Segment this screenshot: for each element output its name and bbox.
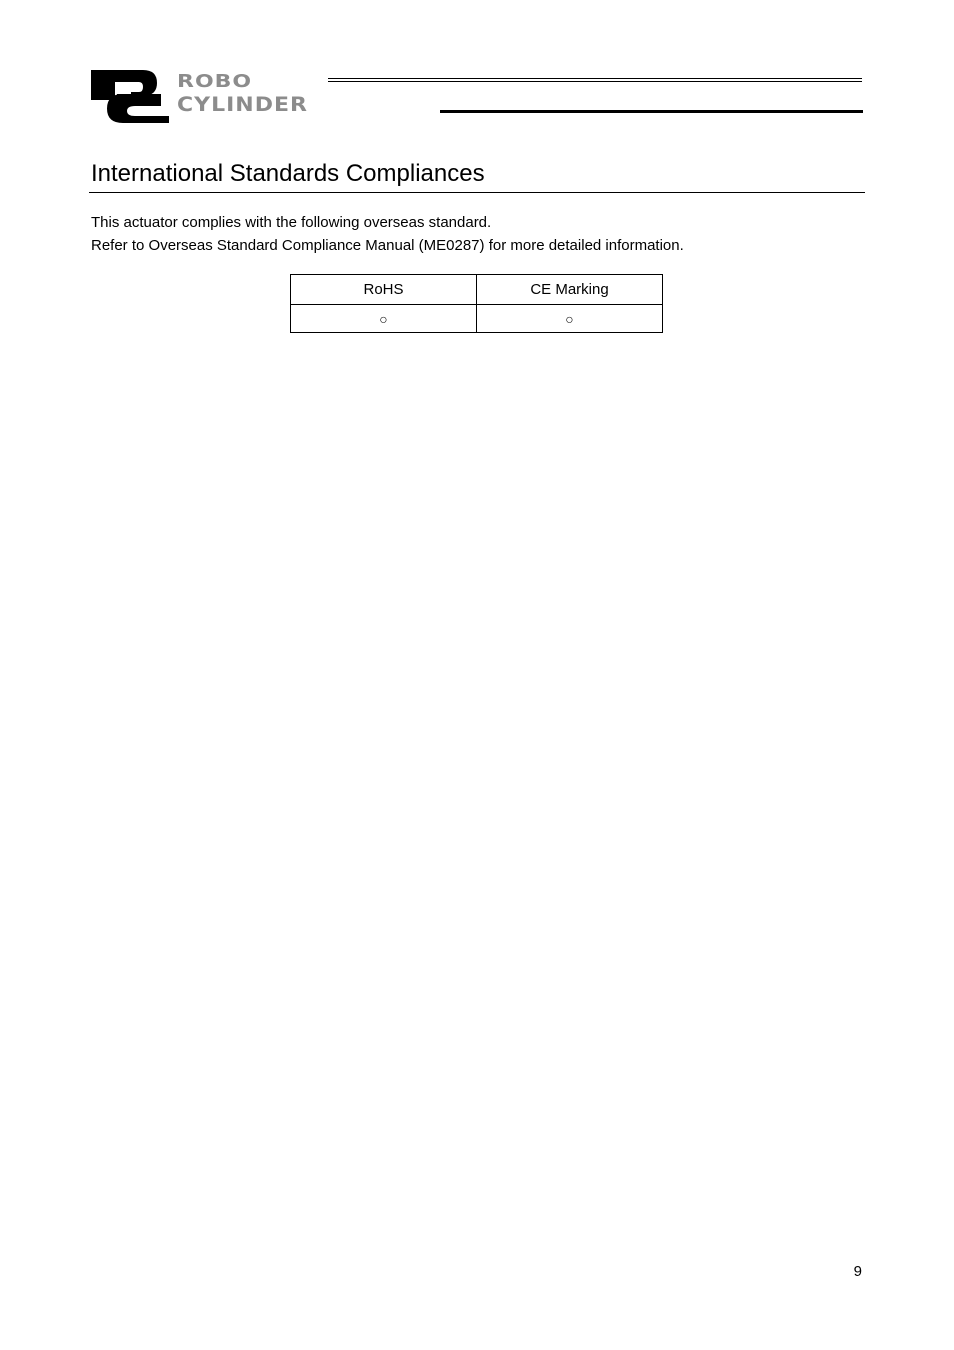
intro-paragraph: This actuator complies with the following overseas standard. bbox=[91, 214, 492, 231]
header-thick-rule bbox=[440, 110, 863, 113]
title-underline bbox=[89, 192, 865, 193]
standards-table bbox=[290, 274, 663, 333]
rc-logo-mark-icon bbox=[91, 70, 169, 123]
reference-paragraph: Refer to Overseas Standard Compliance Manual (ME0287) for more detailed information. bbox=[91, 237, 684, 254]
header-ce-marking: CE Marking bbox=[477, 275, 663, 305]
header-rohs: RoHS bbox=[291, 275, 477, 305]
header-double-rule bbox=[328, 78, 862, 82]
table-row bbox=[291, 305, 663, 333]
page-title: International Standards Compliances bbox=[91, 160, 485, 187]
cell-ce-compliance: ○ bbox=[477, 305, 663, 333]
table-header-row bbox=[291, 275, 663, 305]
cell-rohs-compliance: ○ bbox=[291, 305, 477, 333]
logo-text-robo: ROBO bbox=[177, 71, 253, 92]
page-number: 9 bbox=[853, 1263, 862, 1280]
logo-text-cylinder: CYLINDER bbox=[177, 94, 308, 117]
